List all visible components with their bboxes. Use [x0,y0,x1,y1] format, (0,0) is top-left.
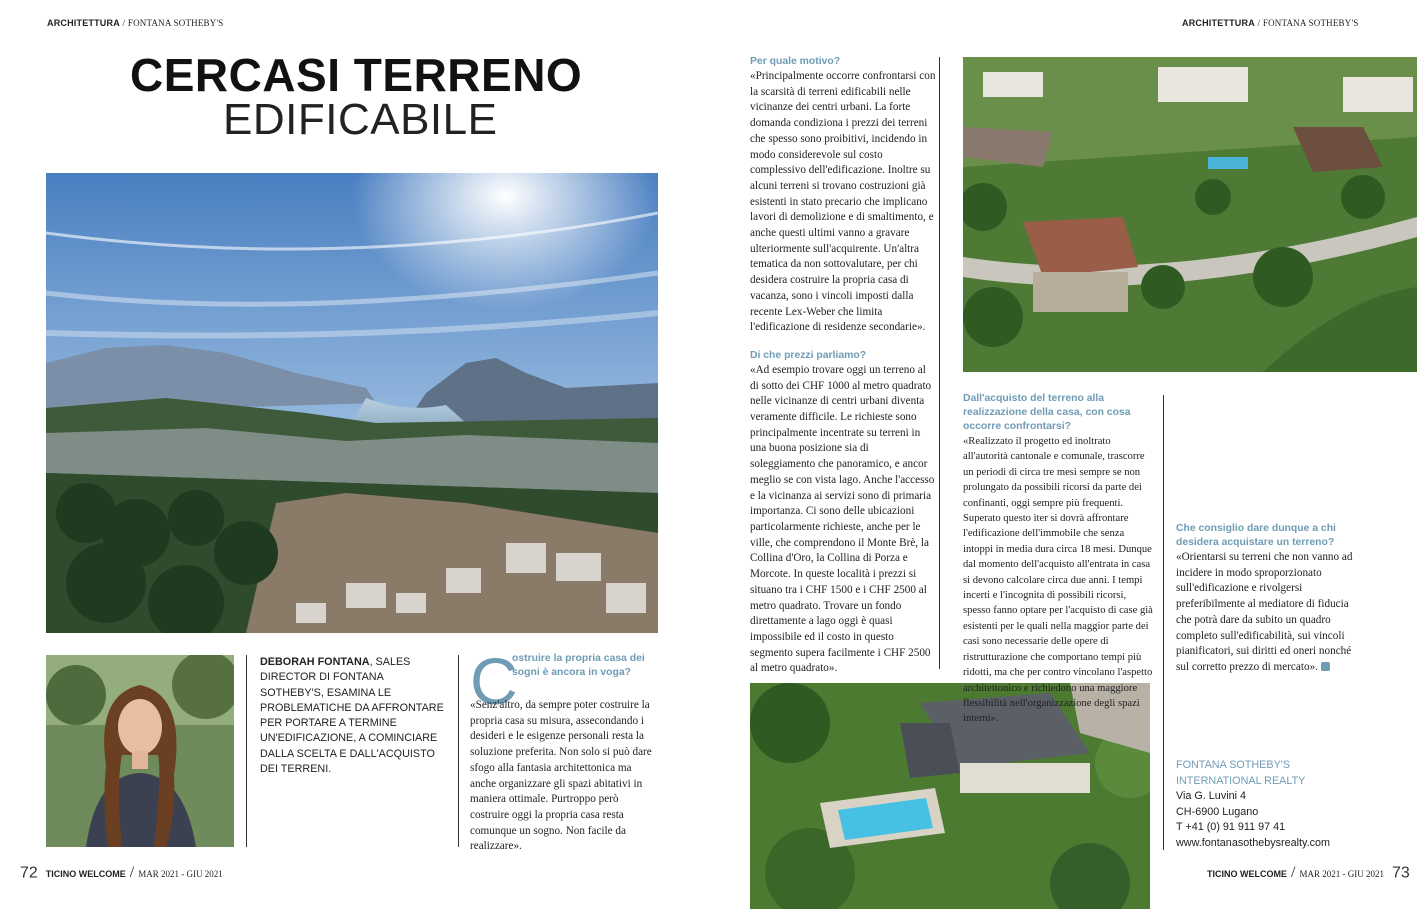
portrait-photo [46,655,234,847]
firm-name-2: INTERNATIONAL REALTY [1176,774,1306,787]
intro-text: , SALES DIRECTOR DI FONTANA SOTHEBY'S, ESAMINA LE PROBLEMATICHE DA AFFRONTARE PER PORTARE A TERMINE UN'EDIFICAZIONE, A COMINCIARE DALLA SCELTA E DALL'ACQUISTO DEI TERRENI. [260,656,444,776]
running-header-left: ARCHITETTURA / FONTANA SOTHEBY'S [47,18,224,29]
lugano-lake-photo [46,173,658,633]
page-number: 73 [1391,864,1410,882]
section-answer: «Principalmente occorre confrontarsi con la scarsità di terreni edificabili nelle vicinanze dei centri urbani. La forte domanda condiziona i prezzi dei terreni che spesso sono proibitivi, incidendo in modo considerevole sul costo complessivo dell'edificazione. Inoltre su alcuni terreni si trovano costruzioni già esistenti in stato precario che implicano lavori di demolizione e di smaltimento, e anche questi ultimi vanno a gravare ulteriormente sull'acquirente. Un'altra tematica da non sottovalutare, per chi desidera costruire la propria casa di vacanza, sono i vincoli imposti dalla recente Lex-Weber che limita l'edificazione di residenze secondarie». [750,70,936,334]
magazine-name: TICINO WELCOME [1207,869,1287,879]
magazine-name: TICINO WELCOME [45,869,126,879]
issue-date: MAR 2021 - GIU 2021 [138,869,223,879]
column-rule [246,655,247,847]
article-column-far-right [1176,522,1364,676]
column-rule [1163,395,1164,850]
brand-label: FONTANA SOTHEBY'S [1262,18,1359,28]
section-label: ARCHITETTURA [47,18,120,28]
firm-name: FONTANA SOTHEBY'S [1176,759,1291,771]
section-question: Dall'acquisto del terreno alla realizzazione della casa, con cosa occorre confrontarsi? [963,393,1131,432]
issue-date: MAR 2021 - GIU 2021 [1299,869,1384,879]
author-name: DEBORAH FONTANA [260,656,370,668]
footer-right: TICINO WELCOME / MAR 2021 - GIU 2021 73 [1207,864,1410,882]
section-question: Che consiglio dare dunque a chi desidera acquistare un terreno? [1176,523,1336,548]
end-mark-icon [1321,662,1330,671]
company-address [1176,758,1330,851]
section-question: Per quale motivo? [750,56,841,67]
section-answer [1176,550,1364,676]
section-question: Di che prezzi parliamo? [750,349,867,361]
article-title-line2: EDIFICABILE [223,95,498,144]
city: CH-6900 Lugano [1176,805,1259,818]
article-column-right [963,392,1155,727]
running-header-right: ARCHITETTURA / FONTANA SOTHEBY'S [1182,18,1359,29]
aerial-houses-photo [963,57,1417,372]
page-number: 72 [20,864,38,882]
column-rule [458,655,459,847]
section-answer: «Realizzato il progetto ed inoltrato all'autorità cantonale e comunale, trascorre un periodi di circa tre mesi sempre se non prolungato da possibili ricorsi da parte dei confinanti, oggi sempre più frequenti. Superato questo iter si dovrà affrontare l'edificazione dell'immobile che senza intoppi in media dura circa 18 mesi. Dunque dal momento dell'acquisto all'entrata in casa si devono calcolare circa due anni. I tempi incerti e l'incognita di possibili ricorsi, spesso fanno optare per l'acquisto di case già esistenti per le quali nella maggior parte dei casi sono necessarie delle opere di ristrutturazione che comportano tempi più ridotti, ma che per contro vincolano l'aspetto architettonico e richiedono una maggiore flessibilità nell'organizzazione degli spazi interni». [963,436,1153,725]
footer-left: 72 TICINO WELCOME / MAR 2021 - GIU 2021 [20,864,223,882]
street: Via G. Luvini 4 [1176,790,1247,802]
section-answer: «Ad esempio trovare oggi un terreno al di sotto dei CHF 1000 al metro quadrato nelle vicinanze di centri urbani diventa veramente difficile. Le richieste sono principalmente incentrate su terreni in una buona posizione sia di soleggiamento che panoramico, e ancor meglio se con vista lago. Anche l'accesso e la vicinanza ai servizi sono di primaria importanza. Ci sono delle ubicazioni particolarmente richieste, anche per le ville, che comprendono il Monte Brè, la Collina d'Oro, la Collina di Porza e Morcote. In queste località i prezzi si situano tra i CHF 1500 e i CHF 2500 al metro quadrato. Trovare un fondo direttamente a lago oggi è quasi impossibile ed il costo in questo segmento supera facilmente i CHF 2500 al metro quadrato». [750,363,935,675]
section-label: ARCHITETTURA [1182,18,1255,28]
intro-lead [260,655,450,777]
section-question: ostruire la propria casa dei sogni è ancora in voga? [512,653,645,678]
article-title-line1: CERCASI TERRENO [130,49,583,101]
website-link[interactable]: www.fontanasothebysrealty.com [1176,836,1331,849]
article-column-middle [750,55,936,677]
drop-cap: C [470,644,518,718]
phone: T +41 (0) 91 911 97 41 [1176,821,1286,833]
section-answer: «Senz'altro, da sempre poter costruire la propria casa su misura, assecondando i desideri e le esigenze personali resta la soluzione preferita. Non solo si può dare sfogo alla fantasia architettonica ma anche organizzare gli spazi abitativi in maniera ottimale. Purtroppo però costruire oggi la propria casa resta comunque un sogno. Non facile da realizzare». [470,699,652,853]
brand-label: FONTANA SOTHEBY'S [127,18,224,28]
answer-text: «Orientarsi su terreni che non vanno ad incidere in modo sproporzionato sull'edificazione e rivolgersi preferibilmente al mediatore di fiducia che potrà dare da subito un quadro completo sull'edificabilità, sui vincoli pianificatori, sui diritti ed oneri nonché sul corretto prezzo di mercato». [1176,551,1353,673]
column-rule [939,57,940,669]
